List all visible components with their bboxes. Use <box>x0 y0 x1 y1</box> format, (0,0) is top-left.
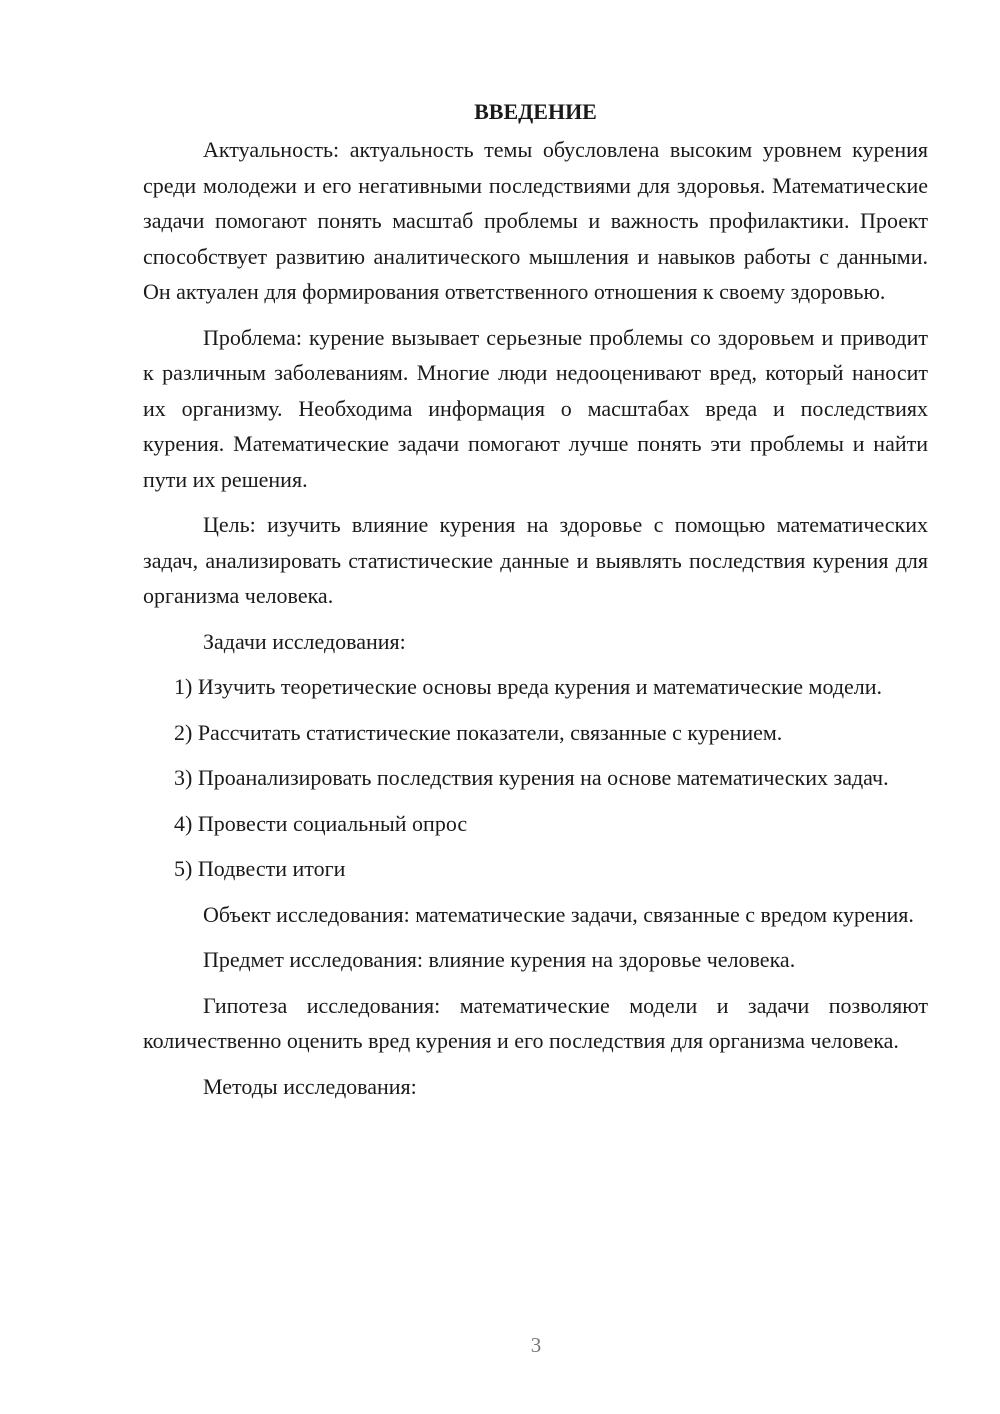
page-title: ВВЕДЕНИЕ <box>474 99 597 124</box>
paragraph-subject: Предмет исследования: влияние курения на здоровье человека. <box>203 947 796 972</box>
methods-heading: Методы исследования: <box>203 1073 417 1099</box>
list-item-task-2: 2) Рассчитать статистические показатели, связанные с курением. <box>174 719 783 745</box>
paragraph-problem: Проблема: курение вызывает серьезные проблемы со здоровьем и приводит к различным заболеваниям. Многие люди недооценивают вред, который наносит их организму. Необходима информация о масштабах вреда и последствиях курения. Математические задачи помогают лучше понять эти проблемы и найти пути их решения. <box>143 324 928 492</box>
list-item-task-3: 3) Проанализировать последствия курения на основе математических задач. <box>174 765 889 790</box>
paragraph-goal: Цель: изучить влияние курения на здоровье с помощью математических задач, анализировать статистические данные и выявлять последствия курения для организма человека. <box>143 512 928 608</box>
list-item-task-5: 5) Подвести итоги <box>174 856 346 881</box>
list-item-task-4: 4) Провести социальный опрос <box>174 810 468 836</box>
paragraph-object: Объект исследования: математические задачи, связанные с вредом курения. <box>203 901 914 927</box>
list-item-task-1: 1) Изучить теоретические основы вреда курения и математические модели. <box>174 674 883 699</box>
paragraph-hypothesis: Гипотеза исследования: математические модели и задачи позволяют количественно оценить вред курения и его последствия для организма человека. <box>143 992 928 1053</box>
paragraph-relevance: Актуальность: актуальность темы обусловлена высоким уровнем курения среди молодежи и его негативными последствиями для здоровья. Математические задачи помогают понять масштаб проблемы и важность профилактики. Проект способствует развитию аналитического мышления и навыков работы с данными. Он актуален для формирования ответственного отношения к своему здоровью. <box>143 137 928 304</box>
tasks-heading: Задачи исследования: <box>203 628 406 654</box>
page-content <box>143 94 928 1114</box>
page-number: 3 <box>530 1333 542 1357</box>
